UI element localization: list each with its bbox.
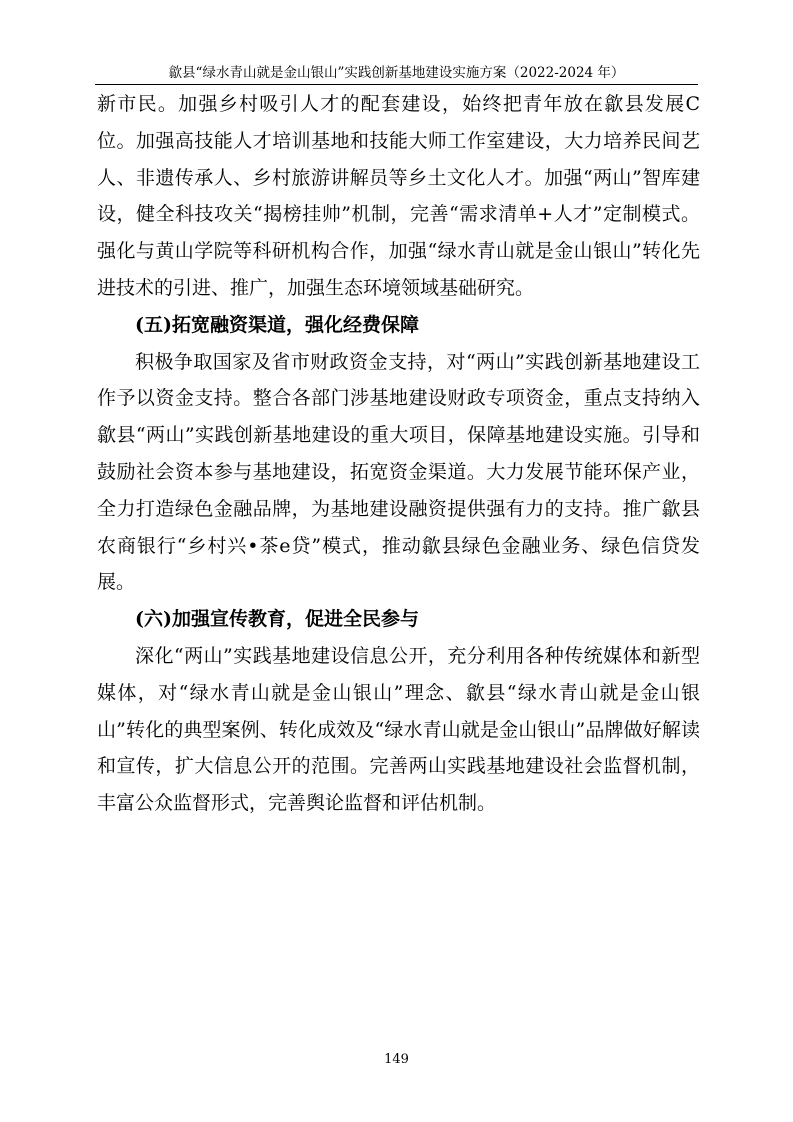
section-paragraph-financing: 积极争取国家及省市财政资金支持，对“两山”实践创新基地建设工作予以资金支持。整合各部门涉基地建设财政专项资金，重点支持纳入歙县“两山”实践创新基地建设的重大项目，保障基地建设实施。引导和鼓励社会资本参与基地建设，拓宽资金渠道。大力发展节能环保产业，全力打造绿色金融品牌，为基地建设融资提供强有力的支持。推广歙县农商银行“乡村兴•茶e贷”模式，推动歙县绿色金融业务、绿色信贷发展。 — [97, 350, 700, 594]
section-heading-financing: (五)拓宽融资渠道，强化经费保障 — [135, 313, 419, 336]
continued-paragraph: 新市民。加强乡村吸引人才的配套建设，始终把青年放在歙县发展C位。加强高技能人才培训基地和技能大师工作室建设，大力培养民间艺人、非遗传承人、乡村旅游讲解员等乡土文化人才。加强“两山”智库建设，健全科技攻关“揭榜挂帅”机制，完善“需求清单+人才”定制模式。强化与黄山学院等科研机构合作，加强“绿水青山就是金山银山”转化先进技术的引进、推广，加强生态环境领域基础研究。 — [97, 93, 700, 299]
running-header: 歙县“绿水青山就是金山银山”实践创新基地建设实施方案（2022-2024 年） — [168, 65, 625, 81]
header-divider — [95, 84, 698, 85]
page-number: 149 — [384, 1052, 409, 1067]
section-paragraph-publicity: 深化“两山”实践基地建设信息公开，充分利用各种传统媒体和新型媒体，对“绿水青山就是金山银山”理念、歙县“绿水青山就是金山银山”转化的典型案例、转化成效及“绿水青山就是金山银山”品牌做好解读和宣传，扩大信息公开的范围。完善两山实践基地建设社会监督机制，丰富公众监督形式，完善舆论监督和评估机制。 — [97, 644, 700, 815]
document-body — [97, 86, 700, 822]
section-heading-publicity: (六)加强宣传教育，促进全民参与 — [135, 608, 419, 631]
